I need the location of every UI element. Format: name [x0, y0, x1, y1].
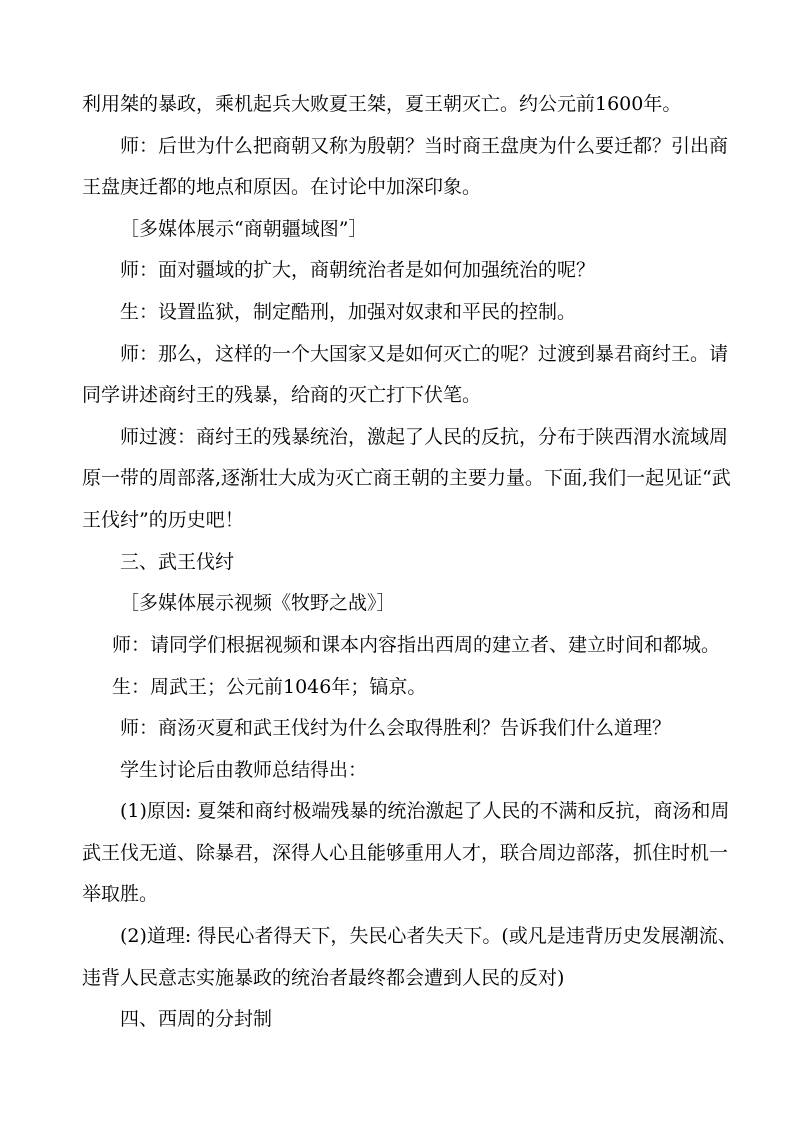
text-line-17: 学生讨论后由教师总结得出： [120, 759, 368, 781]
section-heading-3: 三、武王伐纣 [120, 551, 235, 573]
text-line-3: 王盘庚迁都的地点和原因。在讨论中加深印象。 [82, 176, 482, 198]
text-line-15: 生：周武王；公元前1046年；镐京。 [112, 676, 427, 698]
text-line-5: 师：面对疆域的扩大，商朝统治者是如何加强统治的呢？ [120, 259, 596, 281]
text-line-4: ［多媒体展示“商朝疆域图”］ [120, 218, 368, 240]
text-line-9: 师过渡：商纣王的残暴统治，激起了人民的反抗，分布于陕西渭水流域周 [120, 426, 729, 448]
text-line-19: 武王伐无道、除暴君，深得人心且能够重用人才，联合周边部落，抓住时机一 [82, 842, 729, 864]
text-line-10: 原一带的周部落,逐渐壮大成为灭亡商王朝的主要力量。下面,我们一起见证“武 [82, 467, 731, 489]
section-heading-4: 四、西周的分封制 [120, 1008, 273, 1030]
text-line-7: 师：那么，这样的一个大国家又是如何灭亡的呢？过渡到暴君商纣王。请 [120, 343, 729, 365]
text-line-21: (2)道理: 得民心者得天下，失民心者失天下。(或凡是违背历史发展潮流、 [120, 925, 737, 947]
text-line-18: (1)原因: 夏桀和商纣极端残暴的统治激起了人民的不满和反抗，商汤和周 [120, 800, 730, 822]
text-line-1: 利用桀的暴政，乘机起兵大败夏王桀，夏王朝灭亡。约公元前1600年。 [82, 93, 682, 115]
text-line-11: 王伐纣”的历史吧！ [82, 509, 244, 531]
text-line-8: 同学讲述商纣王的残暴，给商的灭亡打下伏笔。 [82, 384, 482, 406]
text-line-16: 师：商汤灭夏和武王伐纣为什么会取得胜利？告诉我们什么道理？ [120, 717, 672, 739]
text-line-2: 师：后世为什么把商朝又称为殷朝？当时商王盘庚为什么要迁都？引出商 [120, 135, 729, 157]
text-line-22: 违背人民意志实施暴政的统治者最终都会遭到人民的反对) [82, 967, 565, 989]
text-line-20: 举取胜。 [82, 883, 159, 905]
text-line-14: 师：请同学们根据视频和课本内容指出西周的建立者、建立时间和都城。 [112, 634, 721, 656]
text-line-6: 生：设置监狱，制定酷刑，加强对奴隶和平民的控制。 [120, 301, 577, 323]
text-line-13: ［多媒体展示视频《牧野之战》］ [120, 592, 396, 614]
